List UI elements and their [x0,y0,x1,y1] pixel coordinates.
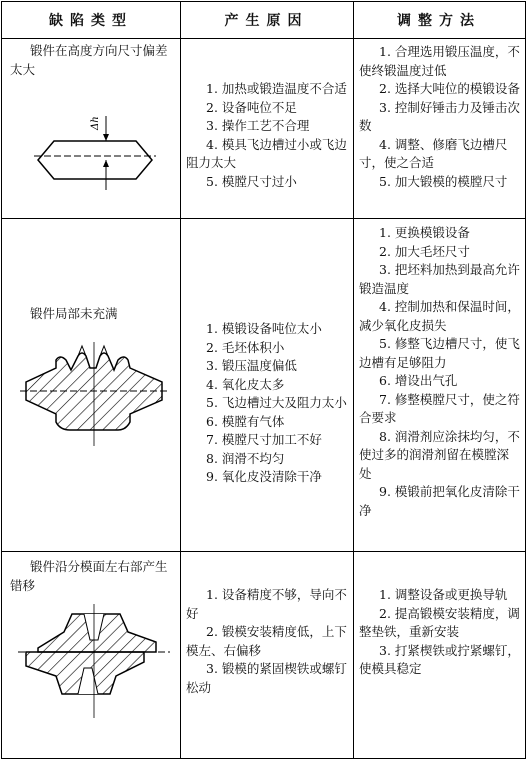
list-item: 2. 毛坯体积小 [206,339,285,355]
list-item: 1. 加热或锻造温度不合适 [206,81,347,96]
list-item: 2. 锻模安装精度低，上下模左、右偏移 [186,624,347,658]
header-divider [2,38,525,39]
list-item: 3. 锻模的紧固楔铁或螺钉松动 [186,661,347,695]
header-defect-type: 缺陷类型 [49,13,133,29]
delta-h-label: Δh [90,116,101,130]
list-item: 5. 修整飞边槽尺寸，使飞边槽有足够阻力 [359,336,520,370]
list-item: 2. 提高锻模安装精度，调整垫铁，重新安装 [359,605,520,639]
row-divider [2,551,525,552]
column-divider [353,2,354,758]
defect-label: 锻件沿分模面左右部产生错移 [10,559,168,593]
methods-list [359,43,521,191]
list-item: 1. 设备精度不够，导向不好 [186,587,347,621]
list-item: 1. 合理选用锻压温度，不使终锻温度过低 [359,44,520,78]
shift-figure [16,602,172,722]
list-item: 6. 增设出气孔 [379,373,458,388]
methods-list [359,224,521,520]
list-item: 1. 模锻设备吨位太小 [206,321,322,336]
list-item: 4. 调整、修磨飞边槽尺寸，使之合适 [359,136,508,170]
list-item: 9. 模锻前把氧化皮清除干净 [359,484,520,518]
list-item: 2. 选择大吨位的模锻设备 [379,81,520,96]
list-item: 4. 模具飞边槽过小或飞边阻力太大 [186,136,347,170]
list-item: 8. 润滑剂应涂抹均匀，不使过多的润滑剂留在模膛深处 [359,428,520,481]
list-item: 4. 氧化皮太多 [206,376,285,392]
list-item: 6. 模膛有气体 [206,413,285,429]
causes-list [186,586,348,697]
defect-label: 锻件在高度方向尺寸偏差太大 [10,43,168,77]
header-methods: 调整方法 [397,13,481,29]
list-item: 2. 加大毛坯尺寸 [379,243,470,259]
list-item: 5. 模膛尺寸过小 [206,173,297,189]
list-item: 9. 氧化皮没清除干净 [206,469,322,484]
causes-list [186,320,348,487]
list-item: 5. 加大锻模的模膛尺寸 [379,173,508,189]
list-item: 1. 更换模锻设备 [379,225,470,240]
list-item: 7. 修整模膛尺寸，使之符合要求 [359,391,520,425]
causes-list [186,80,348,191]
list-item: 3. 把坯料加热到最高允许锻造温度 [359,262,520,296]
list-item: 7. 模膛尺寸加工不好 [206,432,322,447]
list-item: 3. 打紧楔铁或拧紧螺钉，使模具稳定 [359,642,520,676]
list-item: 3. 控制好锤击力及锤击次数 [359,99,520,133]
list-item: 5. 飞边槽过大及阻力太小 [206,395,347,410]
defect-label: 锻件局部未充满 [30,306,118,321]
list-item: 2. 设备吨位不足 [206,99,297,115]
list-item: 4. 控制加热和保温时间，减少氧化皮损失 [359,299,520,333]
underfill-figure [16,338,172,450]
column-divider [180,2,181,758]
list-item: 3. 锻压温度偏低 [206,358,297,373]
list-item: 1. 调整设备或更换导轨 [379,587,508,602]
height-deviation-figure [20,110,170,200]
methods-list [359,586,521,679]
list-item: 3. 操作工艺不合理 [206,118,310,133]
list-item: 8. 润滑不均匀 [206,450,285,466]
header-causes: 产生原因 [224,13,309,29]
defect-table [1,1,526,759]
row-divider [2,218,525,219]
